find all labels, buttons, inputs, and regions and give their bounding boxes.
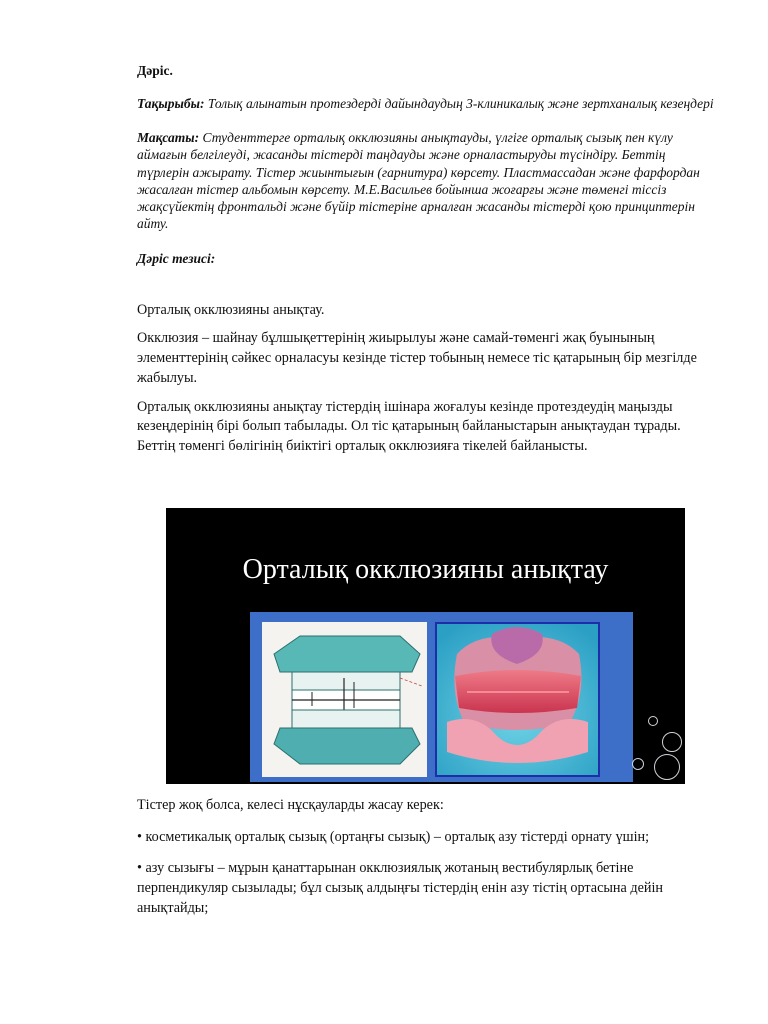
occlusion-rim-drawing (262, 622, 427, 777)
body-paragraph-1: Орталық окклюзияны анықтау. (137, 301, 325, 318)
photo-frame (250, 612, 633, 782)
bullet-midline: • косметикалық орталық сызық (ортаңғы сызық) – орталық азу тістерді орнату үшін; (137, 828, 650, 845)
thesis-label: Дәріс тезисі: (137, 250, 216, 266)
decor-circle (632, 758, 644, 770)
topic-text: Толық алынатын протездерді дайындаудың 3-клиникалық және зертханалық кезеңдері (207, 96, 714, 111)
aim-label: Мақсаты: (137, 130, 200, 145)
aim-paragraph (137, 129, 717, 233)
body-paragraph-4: Тістер жоқ болса, келесі нұсқауларды жасау керек: (137, 797, 444, 813)
topic-label: Тақырыбы: (137, 96, 205, 111)
decor-circle (662, 732, 682, 752)
bullet-canine-line: • азу сызығы – мұрын қанаттарынан окклюзиялық жотаның вестибулярлық бетіне перпендикуляр сызылады; бұл сызық алдыңғы тістердің енін азу тістің ортасына дейін анықтайды; (137, 860, 664, 916)
aim-text: Студенттерге орталық окклюзияны анықтауды, үлгіге орталық сызық пен күлу аймағын белгілеуді, жасанды тістерді таңдауды және орналастыруды түсіндіру. Беттің түрлерін ажырату. Тістер жиынтығын (гарнитура) көрсету. Пластмассадан және фарфордан жасалған тістер альбомын көрсету. М.Е.Васильев бойынша жоғарғы және төменгі тіссіз жақсүйектің фронтальді және бүйір тістеріне арналған жасанды тістерді қою принциптерін айту. (137, 130, 700, 232)
body-paragraph-2: Окклюзия – шайнау бұлшықеттерінің жиырылуы және самай-төменгі жақ буынының элементтерінің сәйкес орналасуы кезінде тістер тобының немесе тіс қатарының бір мезгілде жабылуы. (137, 330, 697, 386)
wax-rim-drawing (437, 624, 598, 775)
after-slide-text (137, 796, 717, 919)
topic-paragraph (137, 95, 717, 112)
decor-circle (648, 716, 658, 726)
wax-rim-photo (435, 622, 600, 777)
body-paragraph-3: Орталық окклюзияны анықтау тістердің ішінара жоғалуы кезінде протездеудің маңызды кезеңдерінің бірі болып табылады. Ол тіс қатарының байланыстарын анықтаудан тұрады. Беттің төменгі бөлігінің биіктігі орталық окклюзияға тікелей байланысты. (137, 398, 681, 454)
lecture-document (137, 62, 717, 457)
lecture-label: Дәріс. (137, 63, 173, 78)
slide-image (166, 508, 685, 784)
slide-title: Орталық окклюзияны анықтау (242, 554, 609, 585)
occlusion-rim-diagram (262, 622, 427, 777)
decor-circle (654, 754, 680, 780)
